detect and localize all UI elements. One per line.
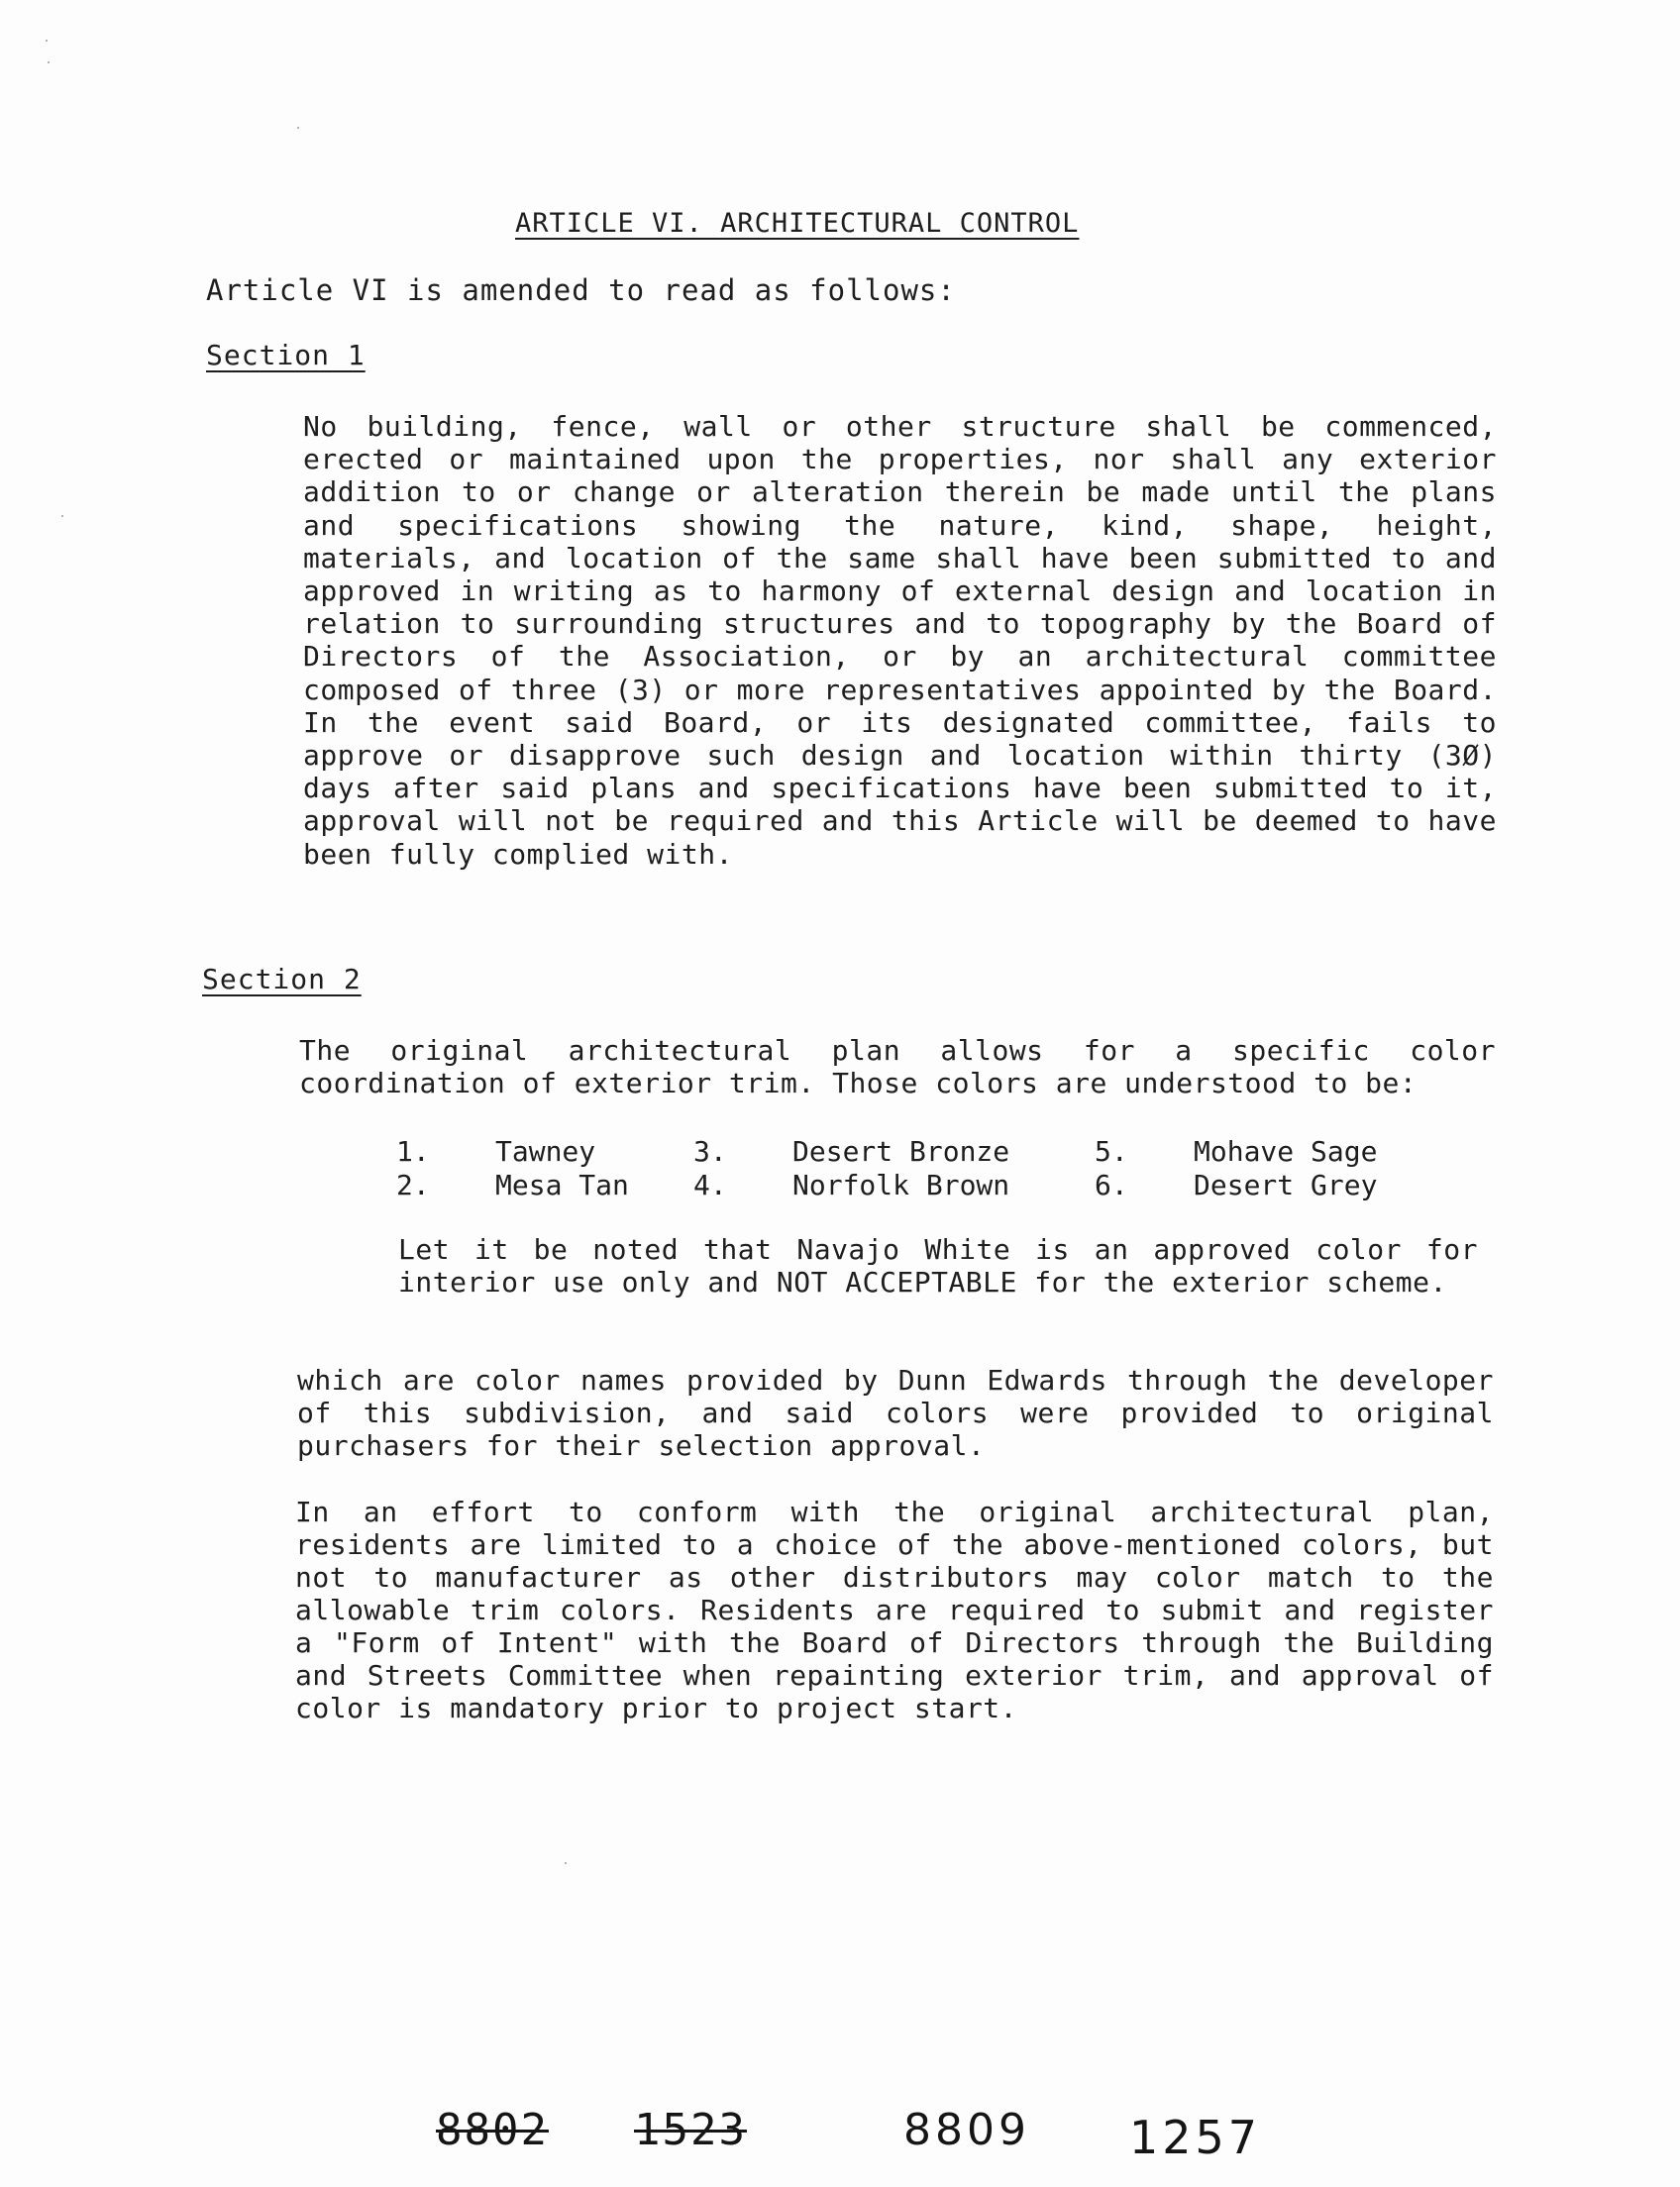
color-list-row [396, 1169, 1377, 1202]
color-number: 5. [1095, 1135, 1128, 1168]
scan-speck [297, 127, 299, 129]
conformance-paragraph: In an effort to conform with the original architectural plan, residents are limited to a choice of the above-mentioned colors, but not to manufacturer as other distributors may color match to the allowable trim colors. Residents are required to submit and register a "Form of Intent" with the Board of Directors through the Building and Streets Committee when repainting exterior trim, and approval of color is mandatory prior to project start. [295, 1496, 1494, 1724]
color-list [396, 1135, 1377, 1202]
section-1-body: No building, fence, wall or other structure shall be commenced, erected or maintained upon the properties, nor shall any exterior addition to or change or alteration therein be made until the plans and specifications showing the nature, kind, shape, height, materials, and location of the same shall have been submitted to and approved in writing as to harmony of external design and location in relation to surrounding structures and to topography by the Board of Directors of the Association, or by an architectural committee composed of three (3) or more representatives appointed by the Board. In the event said Board, or its designated committee, fails to approve or disapprove such design and location within thirty (3Ø) days after said plans and specifications have been submitted to it, approval will not be required and this Article will be deemed to have been fully complied with. [303, 410, 1497, 871]
scan-speck [46, 40, 48, 42]
article-intro: Article VI is amended to read as follows: [206, 273, 956, 307]
navajo-white-note: Let it be noted that Navajo White is an approved color for interior use only and NOT ACCEPTABLE for the exterior scheme. [398, 1233, 1478, 1299]
article-title: ARTICLE VI. ARCHITECTURAL CONTROL [515, 208, 1080, 239]
color-name: Mesa Tan [495, 1169, 629, 1201]
struck-stamp-number: 1523 [634, 2105, 747, 2155]
color-number: 1. [396, 1135, 430, 1168]
page-number-stamp: 1257 [1129, 2111, 1262, 2164]
color-name: Desert Grey [1194, 1169, 1378, 1201]
color-number: 6. [1095, 1169, 1128, 1201]
color-number: 3. [693, 1135, 727, 1168]
color-number: 2. [396, 1169, 430, 1201]
color-number: 4. [693, 1169, 727, 1201]
color-name: Mohave Sage [1194, 1135, 1378, 1168]
section-2-heading: Section 2 [202, 963, 362, 995]
scan-speck [565, 1862, 567, 1864]
color-name: Norfolk Brown [792, 1169, 1010, 1201]
section-2-intro: The original architectural plan allows for a specific color coordination of exterior trim. Those colors are understood to be: [299, 1034, 1496, 1099]
color-list-row [396, 1135, 1377, 1169]
struck-stamp-number: 8802 [436, 2105, 549, 2155]
color-name: Desert Bronze [792, 1135, 1010, 1168]
scan-speck [61, 515, 63, 517]
scan-speck [48, 61, 50, 63]
color-name: Tawney [495, 1135, 596, 1168]
dunn-edwards-paragraph: which are color names provided by Dunn Edwards through the developer of this subdivision, and said colors were provided to original purchasers for their selection approval. [297, 1364, 1494, 1462]
book-number-stamp: 8809 [903, 2105, 1030, 2155]
section-1-heading: Section 1 [206, 339, 366, 371]
